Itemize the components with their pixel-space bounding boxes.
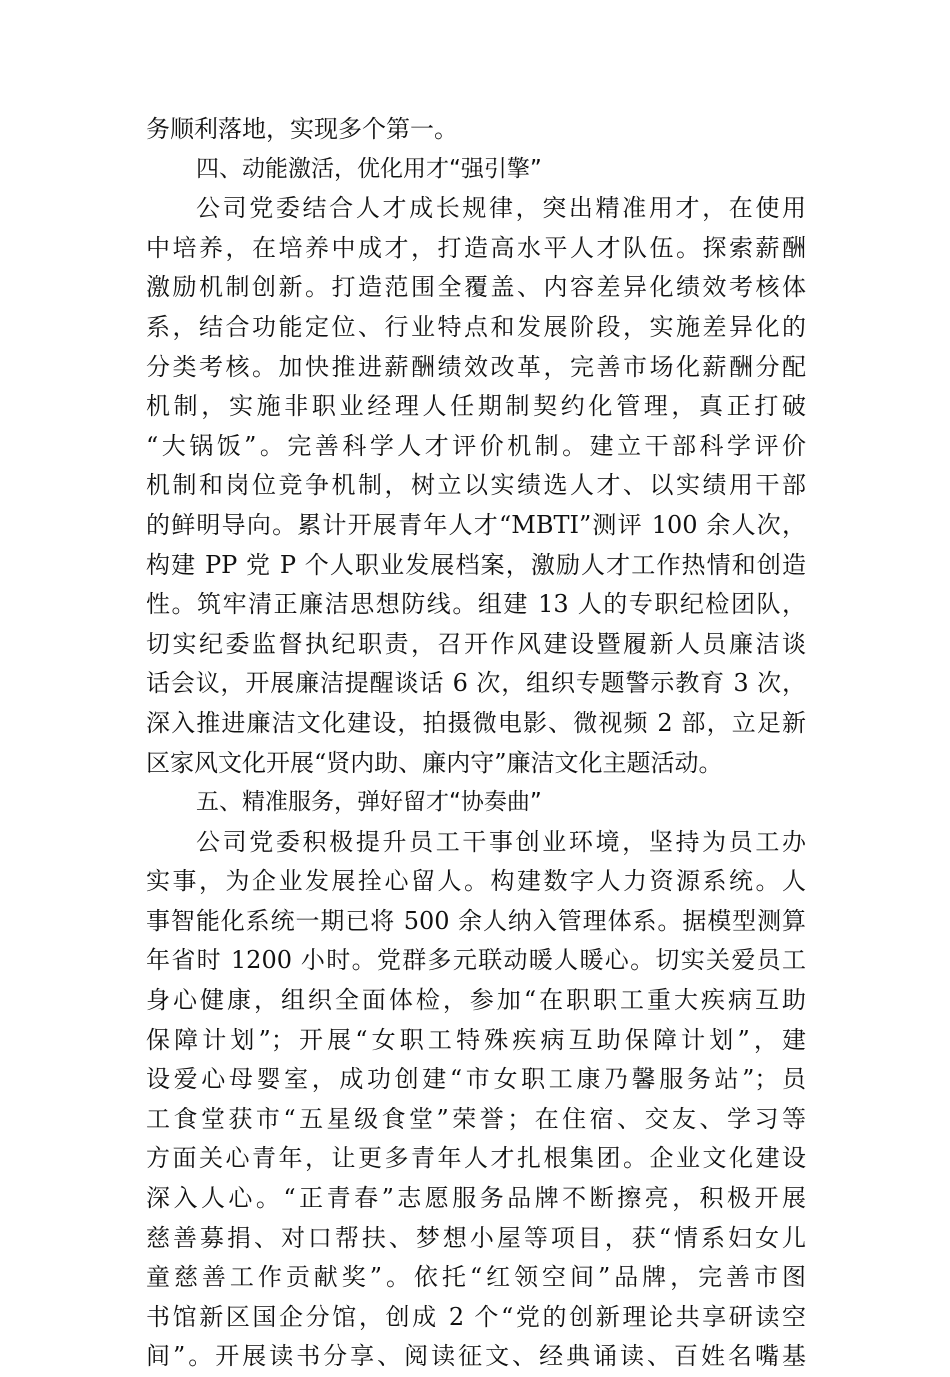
text-line: 系，结合功能定位、行业特点和发展阶段，实施差异化的 [146, 312, 806, 341]
text-line: 方面关心青年，让更多青年人才扎根集团。企业文化建设 [146, 1144, 806, 1173]
text-line: 书馆新区国企分馆，创成 2 个“党的创新理论共享研读空 [146, 1302, 806, 1331]
text-line: 深入推进廉洁文化建设，拍摄微电影、微视频 2 部，立足新 [146, 708, 806, 737]
text-line: 慈善募捐、对口帮扶、梦想小屋等项目，获“情系妇女儿 [146, 1223, 806, 1252]
text-line: “大锅饭”。完善科学人才评价机制。建立干部科学评价 [146, 431, 806, 460]
text-line: 年省时 1200 小时。党群多元联动暖人暖心。切实关爱员工 [146, 946, 806, 975]
text-line: 设爱心母婴室，成功创建“市女职工康乃馨服务站”；员 [146, 1065, 806, 1094]
text-line: 区家风文化开展“贤内助、廉内守”廉洁文化主题活动。 [146, 748, 723, 777]
text-line: 务顺利落地，实现多个第一。 [146, 115, 458, 143]
text-line: 童慈善工作贡献奖”。依托“红领空间”品牌，完善市图 [146, 1263, 806, 1292]
text-line: 话会议，开展廉洁提醒谈话 6 次，组织专题警示教育 3 次， [146, 669, 806, 698]
text-line: 身心健康，组织全面体检，参加“在职职工重大疾病互助 [146, 986, 806, 1015]
text-line: 机制和岗位竞争机制，树立以实绩选人才、以实绩用干部 [146, 471, 806, 500]
text-line: 的鲜明导向。累计开展青年人才“MBTI”测评 100 余人次， [146, 510, 806, 539]
text-line: 事智能化系统一期已将 500 余人纳入管理体系。据模型测算 [146, 906, 806, 935]
text-line: 机制，实施非职业经理人任期制契约化管理，真正打破 [146, 392, 806, 421]
text-line: 深入人心。“正青春”志愿服务品牌不断擦亮，积极开展 [146, 1184, 806, 1213]
text-line: 实事，为企业发展拴心留人。构建数字人力资源系统。人 [146, 867, 806, 896]
text-line: 激励机制创新。打造范围全覆盖、内容差异化绩效考核体 [146, 273, 806, 302]
text-line: 公司党委结合人才成长规律，突出精准用才，在使用 [196, 194, 806, 223]
text-line: 工食堂获市“五星级食堂”荣誉；在住宿、交友、学习等 [146, 1104, 806, 1133]
text-line: 构建 PP 党 P 个人职业发展档案，激励人才工作热情和创造 [146, 550, 806, 579]
text-line: 公司党委积极提升员工干事创业环境，坚持为员工办 [196, 827, 806, 856]
document-page [146, 110, 806, 1377]
text-line: 切实纪委监督执纪职责，召开作风建设暨履新人员廉洁谈 [146, 629, 806, 658]
section-heading: 四、动能激活，优化用才“强引擎” [196, 155, 542, 182]
text-line: 保障计划”；开展“女职工特殊疾病互助保障计划”，建 [146, 1025, 806, 1054]
text-line: 中培养，在培养中成才，打造高水平人才队伍。探索薪酬 [146, 233, 806, 262]
text-line: 间”。开展读书分享、阅读征文、经典诵读、百姓名嘴基 [146, 1342, 806, 1371]
text-line: 分类考核。加快推进薪酬绩效改革，完善市场化薪酬分配 [146, 352, 806, 381]
text-line: 性。筑牢清正廉洁思想防线。组建 13 人的专职纪检团队， [146, 590, 806, 619]
section-heading: 五、精准服务，弹好留才“协奏曲” [196, 789, 542, 816]
